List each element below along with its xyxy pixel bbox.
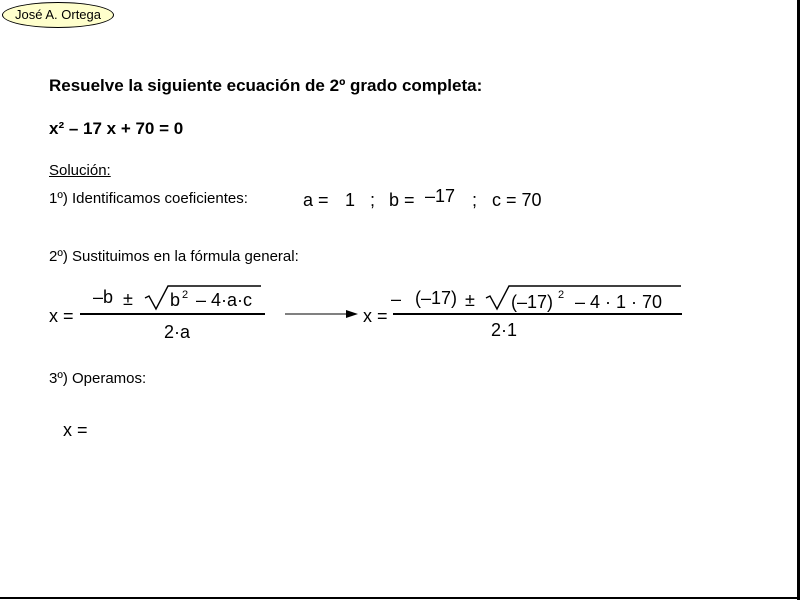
- coef-a-value: 1: [345, 190, 356, 210]
- minus-sign: –: [391, 289, 402, 309]
- fraction-bar: [393, 313, 682, 315]
- separator: ;: [472, 190, 478, 210]
- plus-minus-sign: ±: [465, 290, 475, 310]
- minus-4ac: – 4·a·c: [196, 290, 253, 310]
- plus-minus-sign: ±: [123, 289, 133, 309]
- x-equals: x =: [63, 420, 88, 440]
- coef-c: c = 70: [492, 190, 542, 210]
- fraction-bar: [80, 313, 265, 315]
- separator: ;: [370, 190, 376, 210]
- denominator: 2·1: [491, 320, 518, 340]
- solution-label: Solución:: [49, 162, 111, 179]
- coef-b-value: –17: [425, 186, 456, 206]
- b-term: b: [170, 290, 181, 310]
- bottom-border: [0, 597, 800, 599]
- exponent: 2: [558, 289, 565, 301]
- step3-label: 3º) Operamos:: [49, 370, 147, 387]
- exercise-title: Resuelve la siguiente ecuación de 2º grado completa:: [49, 76, 483, 95]
- neg-17: (–17): [415, 288, 458, 308]
- x-equals: x =: [49, 306, 74, 326]
- denominator: 2·a: [164, 322, 191, 342]
- coef-a-label: a =: [303, 190, 329, 210]
- author-badge: José A. Ortega: [2, 2, 114, 28]
- step2-label: 2º) Sustituimos en la fórmula general:: [49, 248, 299, 265]
- neg-17-squared: (–17): [511, 292, 554, 312]
- equation: x² – 17 x + 70 = 0: [49, 119, 184, 138]
- step1-label: 1º) Identificamos coeficientes:: [49, 190, 248, 207]
- exponent: 2: [182, 289, 189, 301]
- minus-b: –b: [93, 287, 114, 307]
- arrow-right-icon: [284, 308, 360, 320]
- x-equals: x =: [363, 306, 388, 326]
- minus-4-1-70: – 4 · 1 · 70: [575, 292, 663, 312]
- coef-b-label: b =: [389, 190, 415, 210]
